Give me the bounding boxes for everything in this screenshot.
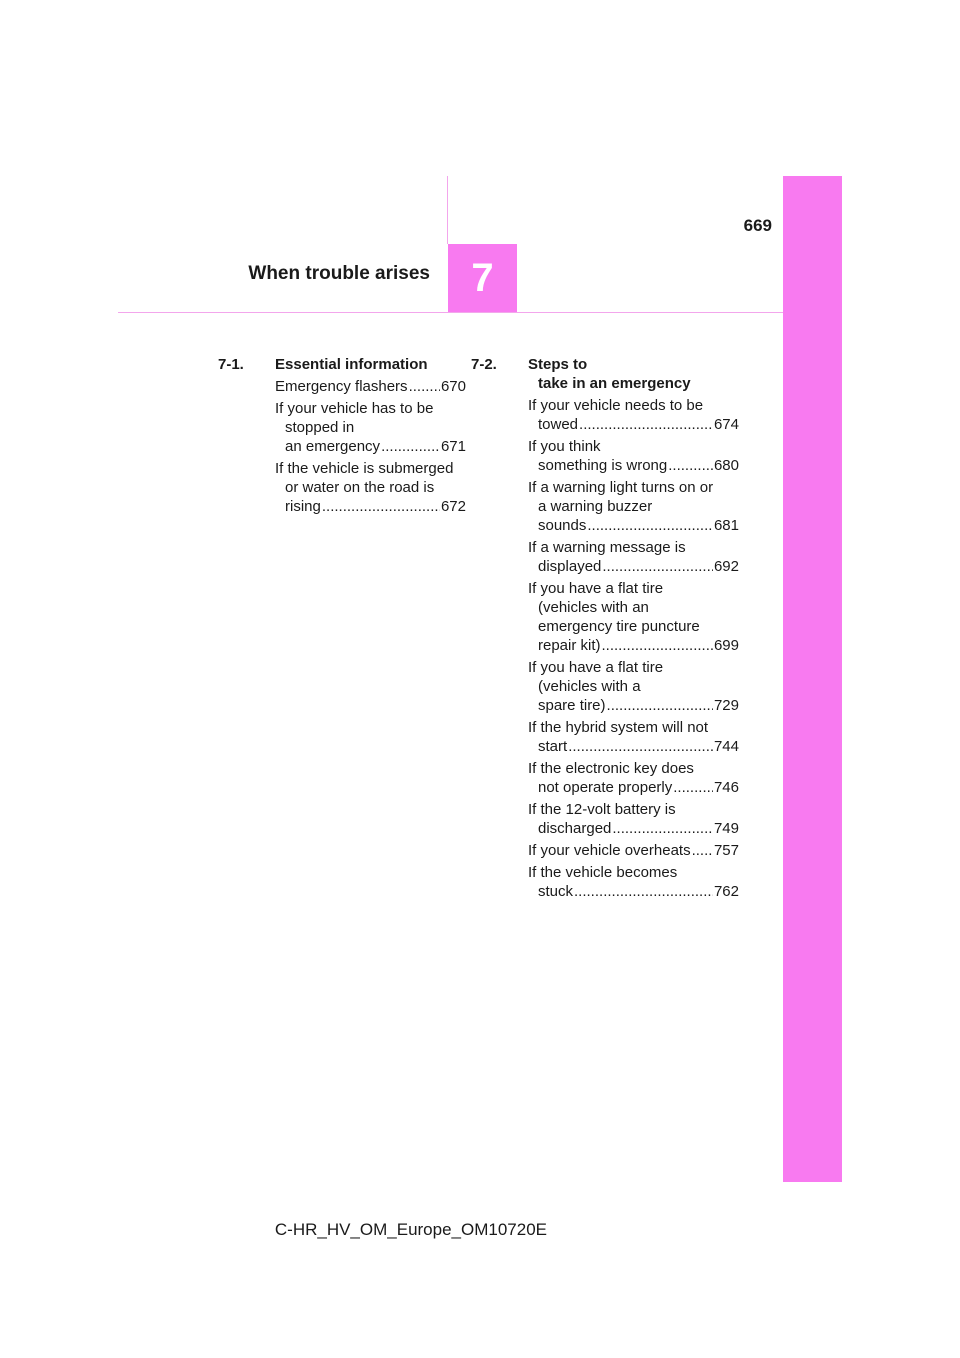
section-number: 7-2.: [471, 356, 497, 373]
toc-entry-last-line: [528, 819, 739, 838]
toc-entry-page: 670: [440, 378, 466, 395]
toc-entry-text: If the electronic key does: [528, 760, 694, 777]
toc-entry-last-line: [528, 415, 739, 434]
section-heading: [218, 355, 466, 374]
toc-leader-dots: [322, 497, 440, 516]
toc-entry-page: 680: [713, 457, 739, 474]
page-number: 669: [743, 216, 772, 235]
toc-entry-text: If your vehicle needs to be: [528, 397, 704, 414]
toc-entry-text: If you have a flat tire: [528, 659, 664, 676]
toc-entry-last-line: [528, 557, 739, 576]
toc-entry-text: If your vehicle overheats: [528, 842, 691, 859]
toc-entry-text: a warning buzzer: [538, 498, 653, 515]
document-code: C-HR_HV_OM_Europe_OM10720E: [274, 1220, 547, 1239]
toc-leader-dots: [692, 841, 713, 860]
section-title: [528, 355, 739, 393]
toc-entry-text: If the hybrid system will not: [528, 719, 709, 736]
toc-entry-text: If a warning message is: [528, 539, 686, 556]
toc-entry[interactable]: [528, 841, 739, 860]
toc-entry-text: If the vehicle is submerged: [275, 460, 454, 477]
toc-entry-text: something is wrong: [538, 457, 668, 474]
toc-leader-dots: [602, 636, 713, 655]
header-horizontal-rule: [118, 312, 783, 313]
toc-entry-page: 757: [713, 842, 739, 859]
toc-entry-page: 729: [713, 697, 739, 714]
toc-leader-dots: [579, 415, 713, 434]
toc-entry-page: 746: [713, 779, 739, 796]
toc-entry-text: If the vehicle becomes: [528, 864, 678, 881]
toc-entry[interactable]: [528, 759, 739, 797]
toc-leader-dots: [568, 737, 713, 756]
toc-entry[interactable]: [528, 579, 739, 655]
toc-entry-text: If your vehicle has to be: [275, 400, 434, 417]
toc-entry-text: If the 12-volt battery is: [528, 801, 676, 818]
toc-entry-page: 749: [713, 820, 739, 837]
toc-section-7-2: [471, 355, 739, 904]
toc-entry-text: displayed: [538, 558, 602, 575]
toc-entry[interactable]: [528, 538, 739, 576]
toc-entry-text: repair kit): [538, 637, 601, 654]
toc-entry-page: 692: [713, 558, 739, 575]
toc-entry-last-line: [275, 377, 466, 396]
toc-entry-text: If a warning light turns on or: [528, 479, 714, 496]
section-title-line: Steps to: [528, 356, 588, 373]
toc-entry-last-line: [528, 516, 739, 535]
toc-leader-dots: [607, 696, 713, 715]
toc-entry[interactable]: [275, 377, 466, 396]
toc-leader-dots: [668, 456, 713, 475]
toc-leader-dots: [381, 437, 440, 456]
toc-entry-last-line: [528, 882, 739, 901]
section-title-line: Essential information: [275, 356, 428, 373]
toc-entry-text: spare tire): [538, 697, 606, 714]
toc-entry-text: If you think: [528, 438, 601, 455]
toc-entry[interactable]: [275, 459, 466, 516]
toc-entry-page: 762: [713, 883, 739, 900]
toc-entry-text: or water on the road is: [285, 479, 435, 496]
toc-entry-page: 674: [713, 416, 739, 433]
toc-leader-dots: [409, 377, 440, 396]
toc-entry-last-line: [275, 497, 466, 516]
toc-entry-text: stuck: [538, 883, 574, 900]
toc-entry-page: 671: [440, 438, 466, 455]
toc-entry-text: rising: [285, 498, 321, 515]
toc-entry[interactable]: [528, 800, 739, 838]
toc-entry-last-line: [528, 778, 739, 797]
toc-leader-dots: [612, 819, 713, 838]
toc-entry[interactable]: [528, 478, 739, 535]
toc-entry[interactable]: [528, 396, 739, 434]
toc-entry-last-line: [528, 737, 739, 756]
toc-entry-last-line: [528, 841, 739, 860]
toc-entry-last-line: [528, 696, 739, 715]
chapter-title: When trouble arises: [248, 263, 430, 284]
section-number: 7-1.: [218, 356, 244, 373]
toc-entry-page: 744: [713, 738, 739, 755]
chapter-number-badge: 7: [448, 244, 517, 312]
toc-entry-text: start: [538, 738, 568, 755]
toc-leader-dots: [574, 882, 713, 901]
toc-leader-dots: [673, 778, 713, 797]
toc-entry[interactable]: [275, 399, 466, 456]
toc-entry-text: Emergency flashers: [275, 378, 408, 395]
toc-entry-text: an emergency: [285, 438, 381, 455]
toc-entry-text: (vehicles with a: [538, 678, 641, 695]
toc-leader-dots: [587, 516, 713, 535]
toc-entry-text: If you have a flat tire: [528, 580, 664, 597]
toc-entry[interactable]: [528, 437, 739, 475]
section-heading: [471, 355, 739, 393]
toc-entry-text: stopped in: [285, 419, 355, 436]
toc-entry-text: sounds: [538, 517, 587, 534]
toc-entry-text: (vehicles with an: [538, 599, 649, 616]
toc-entry-page: 699: [713, 637, 739, 654]
toc-entry-last-line: [528, 456, 739, 475]
toc-entry-text: emergency tire puncture: [538, 618, 700, 635]
section-title-line: take in an emergency: [538, 375, 691, 392]
toc-entry-page: 681: [713, 517, 739, 534]
toc-entry[interactable]: [528, 863, 739, 901]
section-title: [275, 355, 466, 374]
toc-entry-text: discharged: [538, 820, 612, 837]
toc-leader-dots: [602, 557, 713, 576]
toc-entry[interactable]: [528, 718, 739, 756]
toc-entry-page: 672: [440, 498, 466, 515]
toc-section-7-1: [218, 355, 466, 519]
toc-entry-last-line: [275, 437, 466, 456]
toc-entry-text: towed: [538, 416, 579, 433]
toc-entry-last-line: [528, 636, 739, 655]
chapter-side-tab: [783, 176, 842, 1182]
toc-entry[interactable]: [528, 658, 739, 715]
toc-entry-text: not operate properly: [538, 779, 673, 796]
header-vertical-rule: [447, 176, 448, 244]
